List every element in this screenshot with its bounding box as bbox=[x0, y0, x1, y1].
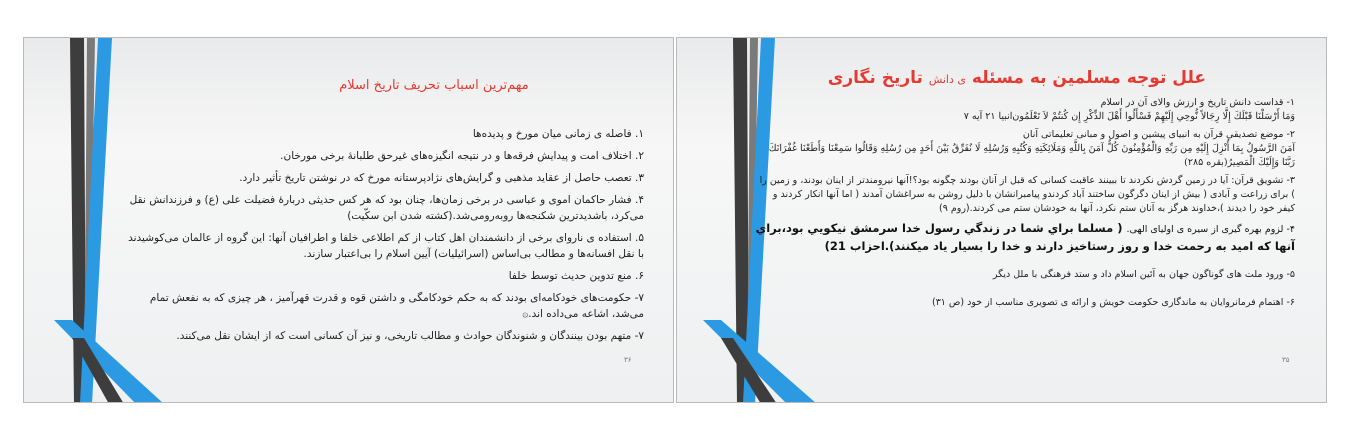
quran-quote: وَمَا أَرْسَلْنَا قَبْلَكَ إِلَّا رِجَالاً نُّوحِي إِلَيْهِمْ فَسْأَلُوا أَهْلَ الذِّكْرِ إِن كُنتُمْ لاَ تَعْلَمُون‌انبیا ۲۱ آیه ۷ bbox=[963, 111, 1295, 122]
slide-body bbox=[755, 96, 1295, 314]
title-part: ی دانش bbox=[928, 73, 966, 86]
list-item: ۷- حکومت‌های خودکامه‌ای بودند که به حکم خودکامگی و داشتن قوه و قدرت قهرآمیز ، هر چیزی که به نفعش تمام می‌شد، اشاعه می‌داده اند.۞ bbox=[149, 292, 644, 320]
list-item: ۲. اختلاف امت و پیدایش فرقه‌ها و در نتیجه انگیزه‌های غیرحق طلبانهٔ برخی مورخان. bbox=[280, 150, 644, 162]
cause-list bbox=[119, 126, 644, 350]
paragraph: ۶- اهتمام فرمانروایان به ماندگاری حکومت خویش و ارائه ی تصویری مناسب از خود (ص ۳۱) bbox=[931, 297, 1295, 308]
slide-title: مهم‌ترین اسباب تحریف تاریخ اسلام bbox=[339, 78, 529, 93]
paragraph: ۱- قداست دانش تاریخ و ارزش والای آن در اسلام bbox=[1100, 97, 1295, 108]
list-item: ۱. فاصله ی زمانی میان مورخ و پدیده‌ها bbox=[472, 128, 644, 140]
list-item: ۵. استفاده ی ناروای برخی از دانشمندان اهل کتاب از کم اطلاعی خلفا و اطرافیان آنها: این گروه از عالمان می‌کوشیدند با نقل افسانه‌ها و مطالب بی‌اساس (اسرائیلیات) آیین اسلام را بی‌اعتبار سازند. bbox=[128, 232, 644, 260]
list-item: ۶. منع تدوین حدیث توسط خلفا bbox=[508, 270, 644, 282]
paragraph-highlight bbox=[755, 220, 1295, 254]
list-item: ۴. فشار حاکمان اموی و عباسی در برخی زمان‌ها، چنان بود که هر کس حدیثی دربارهٔ فضیلت علی (ع) و فرزندانش نقل می‌کرد، باشدیدترین شکنجه‌ها روبه‌رومی‌شد.(کشته شدن ابن سکّیت) bbox=[129, 194, 644, 222]
slide-left[interactable] bbox=[23, 37, 674, 403]
title-part: تاریخ نگاری bbox=[827, 68, 923, 88]
list-item: ۷- متهم بودن بینندگان و شنوندگان حوادث و مطالب تاریخی، و نیز آن کسانی است که از ایشان نقل می‌کنند. bbox=[176, 330, 644, 342]
title-part: علل توجه مسلمین به مسئله bbox=[971, 68, 1206, 88]
slide-number: ۳۶ bbox=[624, 356, 632, 364]
paragraph: ۲- موضع تصدیقی قرآن به انبیای پیشین و اصول و مبانی تعلیماتی آنان bbox=[1022, 129, 1295, 140]
quran-quote: آمَنَ الرَّسُولُ بِمَا أُنْزِلَ إِلَيْهِ مِن رَبِّهِ وَالْمُؤْمِنُونَ كُلٌّ آمَنَ بِاللَّهِ وَمَلَائِكَتِهِ وَكُتُبِهِ وَرُسُلِهِ لَا نُفَرِّقُ بَيْنَ أَحَدٍ مِن رُسُلِهِ وَقَالُوا سَمِعْنَا وَأَطَعْنَا غُفْرَانَكَ رَبَّنَا وَإِلَيْكَ الْمَصِيرُ(بقره ۲۸۵) bbox=[768, 143, 1295, 168]
slide-title bbox=[828, 68, 1206, 88]
paragraph-emphasis: ( مسلما براي شما در زندگي رسول خدا سرمشق نيكويي بود،براي آنها كه اميد به رحمت خدا و روز رستاخيز دارند و خدا را بسيار ياد ميكنند).احزاب 21) bbox=[755, 221, 1295, 253]
paragraph-lead: ۴- لزوم بهره گیری از سیره ی اولیای الهی. bbox=[1126, 224, 1295, 235]
paragraph: ۳- تشویق قرآن: آیا در زمین گردش نکردند تا ببینند عاقبت کسانی که قبل از آنان بودند چگونه بود؟!آنها نیرومندتر از اینان بودند، و زمین را ) برای زراعت و آبادی ( بیش از اینان دگرگون ساختند آباد کردندو پیامبرانشان با دلیل روشن به سراغشان آمدند ( اما آنها انکار کردند و کیفر خود را دیدند )،خداوند هرگز به آنان ستم نکرد، آنها به خودشان ستم می کردند.(روم ۹) bbox=[759, 175, 1295, 214]
slide-number: ۳۵ bbox=[1282, 356, 1290, 364]
paragraph: ۵- ورود ملت های گوناگون جهان به آئین اسلام داد و ستد فرهنگی با ملل دیگر bbox=[992, 269, 1295, 280]
slide-right[interactable] bbox=[676, 37, 1327, 403]
list-item: ۳. تعصب حاصل از عقاید مذهبی و گرایش‌های نژادپرستانه مورخ که در نوشتن تاریخ تأثیر دارد. bbox=[239, 172, 644, 184]
